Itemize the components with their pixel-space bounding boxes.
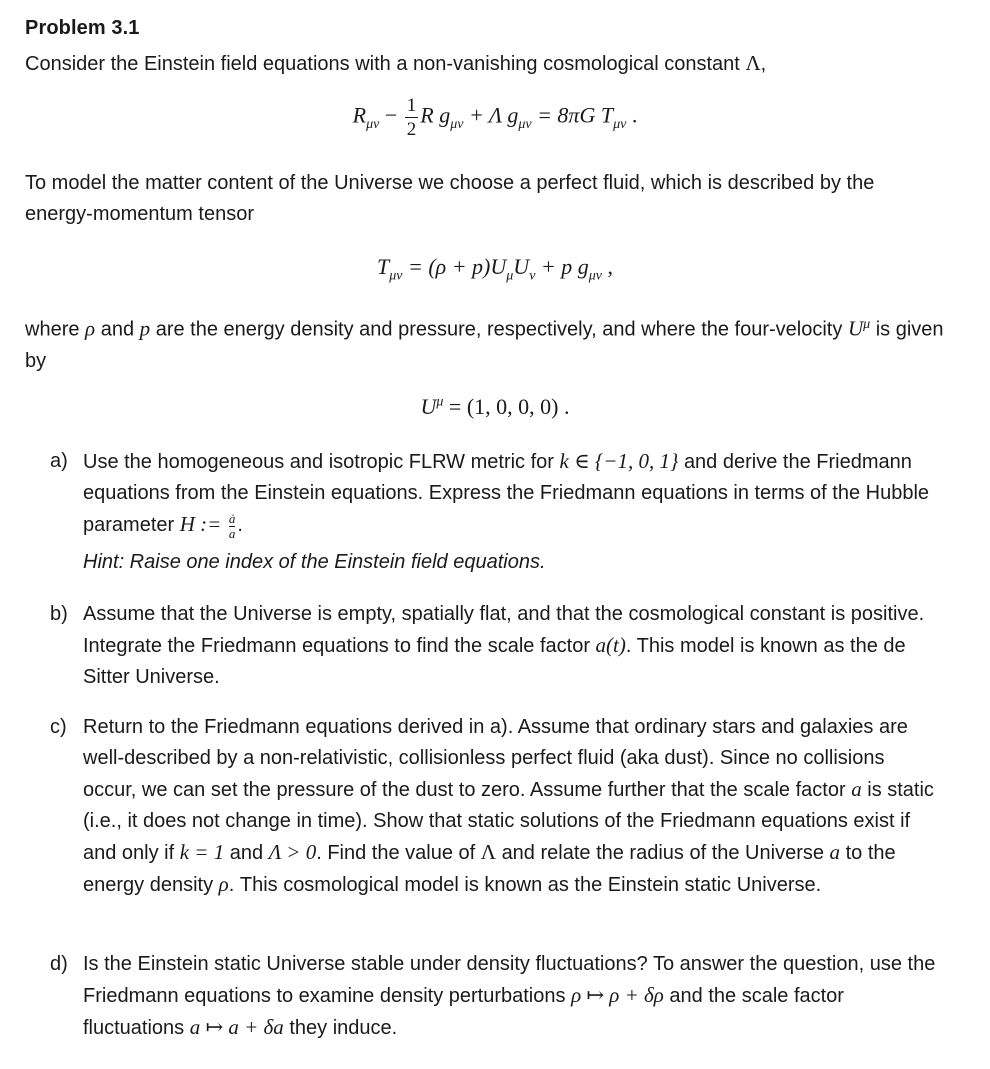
eq-rhs: = 8πG T <box>537 102 614 128</box>
a-symbol: a <box>851 777 862 801</box>
tensor-pg: + p g <box>540 254 589 279</box>
eq-rg: R g <box>420 102 451 128</box>
a-perturbation: a ↦ a + δa <box>189 1015 284 1039</box>
part-b-text-2: . This model is known as the de Sitter Universe. <box>83 635 906 688</box>
rho-symbol-c: ρ <box>218 872 229 896</box>
part-a <box>50 446 940 541</box>
part-d-text-1: Is the Einstein static Universe stable under density fluctuations? To answer the question, use the Friedmann equations to examine density perturbations <box>83 953 936 1007</box>
problem-title: Problem 3.1 <box>25 17 140 39</box>
eq-lambda-g: + Λ g <box>468 102 519 128</box>
part-d-text-2: and the scale factor fluctuations <box>83 985 844 1039</box>
part-b-label: b) <box>50 603 68 625</box>
part-c-text-3: . Find the value of <box>316 842 476 864</box>
where-text-3: is given by <box>25 318 944 372</box>
tensor-u: U <box>513 254 530 279</box>
rho-symbol: ρ <box>85 316 96 341</box>
tensor-comma: , <box>607 254 614 279</box>
part-c-label: c) <box>50 716 67 738</box>
eq-sub-1: μν <box>366 116 380 132</box>
half-fraction <box>405 96 419 139</box>
hubble-den: a <box>228 525 236 541</box>
part-d-label: d) <box>50 953 68 975</box>
eq-sub-2: μν <box>450 116 464 132</box>
rho-perturbation: ρ ↦ ρ + δρ <box>571 983 664 1007</box>
part-c <box>50 712 940 901</box>
tensor-t: T <box>376 254 390 279</box>
lambda-symbol-c: Λ <box>480 840 496 864</box>
velocity-rhs: = (1, 0, 0, 0) . <box>448 394 570 419</box>
part-b-text-1: Assume that the Universe is empty, spatially flat, and that the cosmological constant is positive. Integrate the Friedmann equations to find the scale factor <box>83 603 925 657</box>
eq-period: . <box>631 102 638 128</box>
k-set: k ∈ {−1, 0, 1} <box>559 449 679 473</box>
intro-paragraph: Consider the Einstein field equations with a non-vanishing cosmological constant Λ, <box>25 51 767 75</box>
tensor-sub-1: μν <box>389 268 403 284</box>
part-d-text-3: they induce. <box>289 1017 398 1039</box>
part-c-and: and <box>229 842 264 864</box>
k-equals-one: k = 1 <box>179 840 225 864</box>
einstein-equation <box>0 96 990 139</box>
tensor-equation: $T_{\mu\nu} = (\rho + p)U_\mu U_\nu + p$ $g_{\mu\nu}$ , <box>376 254 614 284</box>
eq-sub-4: μν <box>613 116 627 132</box>
intro-text: Consider the Einstein field equations with a non-vanishing cosmological constant <box>25 53 740 75</box>
part-a-end: . <box>237 514 243 536</box>
part-d <box>50 949 940 1044</box>
and-text: and <box>100 318 135 341</box>
scale-factor: a(t) <box>595 633 626 657</box>
hubble-num: ȧ <box>228 510 236 526</box>
part-c-text-2: is static (i.e., it does not change in time). Show that static solutions of the Friedmann equations exist if and only if <box>83 779 934 864</box>
hubble-fraction <box>229 512 236 540</box>
part-c-text-1: Return to the Friedmann equations derived in a). Assume that ordinary stars and galaxies are well-described by a non-relativistic, collisionless perfect fluid (aka dust). Since no collisions occur, we can set the pressure of the dust to zero. Assume further that the scale factor <box>83 716 908 801</box>
eq-r: R <box>352 102 367 128</box>
eq-sub-3: μν <box>518 116 532 132</box>
a-symbol-2: a <box>829 840 841 864</box>
half-num: 1 <box>406 95 417 116</box>
velocity-equation: $U^\mu = (1$, 0, 0, 0) . <box>420 394 570 419</box>
part-c-text-4: and relate the radius of the Universe <box>501 842 824 864</box>
part-b <box>50 599 940 693</box>
lambda-positive: Λ > 0 <box>268 840 317 864</box>
half-den: 2 <box>406 119 417 140</box>
p-symbol: p <box>139 316 151 341</box>
part-a-text-1: Use the homogeneous and isotropic FLRW metric for <box>83 451 554 473</box>
eq-minus: − <box>384 102 398 128</box>
where-text-2: are the energy density and pressure, respectively, and where the four-velocity <box>155 318 843 341</box>
u-symbol: U <box>847 316 864 341</box>
tensor-body: = (ρ + p)U <box>407 254 507 279</box>
where-paragraph: where ρ and p are the energy density and pressure, respectively, and where the four-velocity $U^\mu$ is given by <box>25 316 944 372</box>
part-c-text-5: to the energy density <box>83 842 896 896</box>
part-a-text-2: and derive the Friedmann equations from the Einstein equations. Express the Friedmann equations in terms of the Hubble parameter <box>83 451 930 536</box>
tensor-sub-2: μν <box>588 268 603 284</box>
part-a-label: a) <box>50 450 68 472</box>
lambda-symbol: Λ <box>745 51 761 75</box>
part-c-text-6: . This cosmological model is known as the Einstein static Universe. <box>228 874 822 896</box>
hubble-def: H := <box>179 512 222 536</box>
part-a-hint: Hint: Raise one index of the Einstein field equations. <box>83 551 546 573</box>
matter-paragraph: To model the matter content of the Universe we choose a perfect fluid, which is described by the energy-momentum tensor <box>25 172 875 225</box>
where-text-1: where <box>25 318 80 341</box>
